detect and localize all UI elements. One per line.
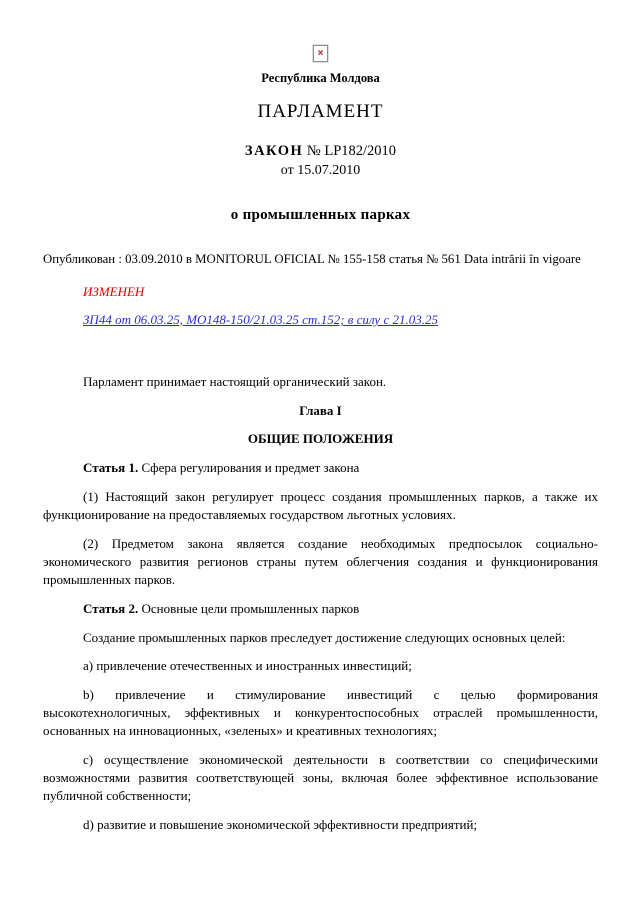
goal-item-c: c) осуществление экономической деятельности в соответствии со специфическими возможностями развития соответствующей зоны, включая более эффективное использование публичной собственности; bbox=[43, 752, 598, 804]
article-1-title: Сфера регулирования и предмет закона bbox=[138, 459, 360, 475]
article-1-heading bbox=[43, 459, 598, 477]
broken-image-icon bbox=[313, 45, 328, 62]
article-2-label: Статья 2. bbox=[83, 600, 139, 616]
broken-image-x-glyph: × bbox=[317, 47, 324, 59]
publication-info: Опубликован : 03.09.2010 в MONITORUL OFICIAL № 155-158 статья № 561 Data intrării în vigoare bbox=[43, 252, 581, 266]
country-name: Республика Молдова bbox=[261, 71, 380, 85]
article-2-heading bbox=[43, 600, 598, 618]
law-number: № LP182/2010 bbox=[303, 143, 397, 159]
goal-item-d: d) развитие и повышение экономической эффективности предприятий; bbox=[83, 817, 478, 832]
goal-item-b: b) привлечение и стимулирование инвестиций с целью формирования высокотехнологичных, эффективных и конкурентоспособных отраслей промышленности, основанных на инновационных, «зеленых» и креативных технологиях; bbox=[43, 687, 598, 739]
law-number-line bbox=[43, 143, 598, 160]
article-1-label: Статья 1. bbox=[83, 459, 139, 475]
law-date: от 15.07.2010 bbox=[280, 163, 361, 178]
amendment-status: ИЗМЕНЕН bbox=[83, 284, 145, 299]
goals-intro: Создание промышленных парков преследует достижение следующих основных целей: bbox=[83, 629, 566, 645]
preamble: Парламент принимает настоящий органический закон. bbox=[83, 374, 387, 389]
chapter-heading: Глава I bbox=[299, 402, 342, 418]
chapter-title: ОБЩИЕ ПОЛОЖЕНИЯ bbox=[247, 430, 394, 446]
amendments-block bbox=[43, 284, 598, 329]
amendment-link-row bbox=[83, 311, 598, 329]
article-1-para-1: (1) Настоящий закон регулирует процесс создания промышленных парков, а также их функционирование на предоставляемых государством льготных условиях. bbox=[43, 488, 598, 522]
amendment-link[interactable]: ЗП44 от 06.03.25, МО148-150/21.03.25 ст.152; в силу с 21.03.25 bbox=[83, 312, 438, 327]
goal-item-a: a) привлечение отечественных и иностранных инвестиций; bbox=[83, 658, 412, 674]
article-1-para-2: (2) Предметом закона является создание необходимых предпосылок социально-экономического развития регионов страны путем облегчения создания и функционирования промышленных парков. bbox=[43, 535, 598, 587]
document-title: о промышленных парках bbox=[230, 207, 411, 223]
article-2-title: Основные цели промышленных парков bbox=[138, 600, 360, 616]
law-label: ЗАКОН bbox=[244, 143, 304, 159]
institution-name: ПАРЛАМЕНТ bbox=[257, 101, 384, 122]
emblem-slot bbox=[43, 44, 598, 62]
